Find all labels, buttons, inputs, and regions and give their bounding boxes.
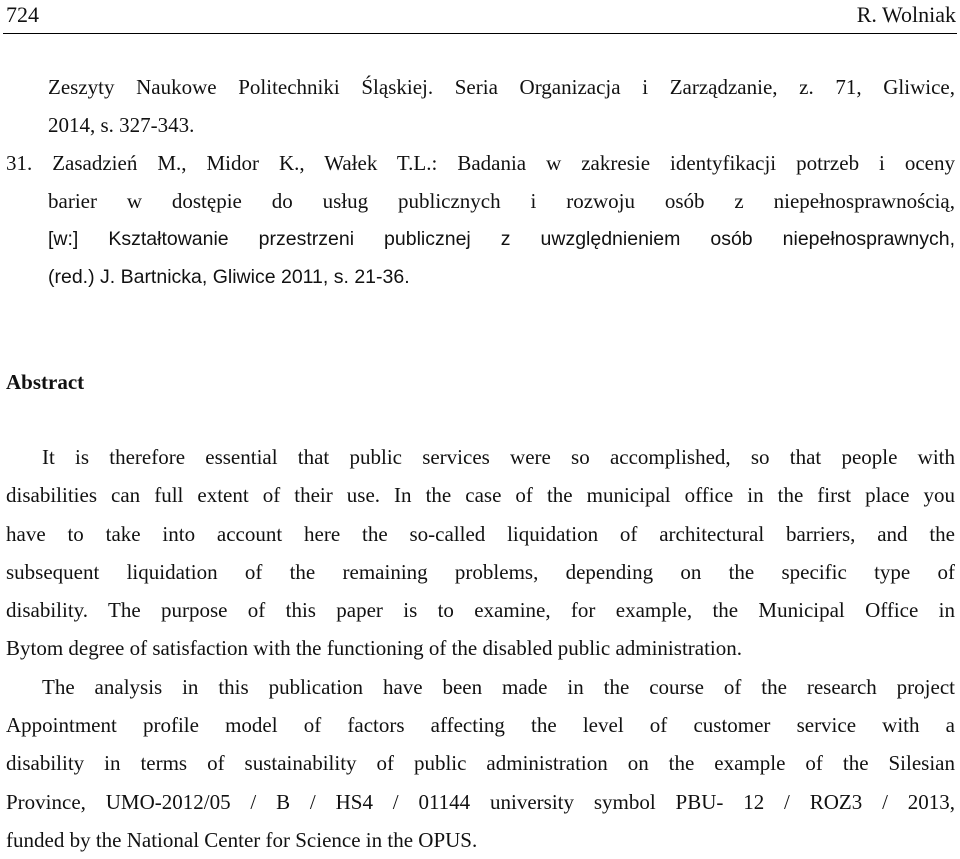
reference-31-line-4: (red.) J. Bartnicka, Gliwice 2011, s. 21-36. xyxy=(48,266,410,288)
header-rule xyxy=(3,33,957,34)
abstract-paragraph-1-line: have to take into account here the so-called liquidation of architectural barriers, and the xyxy=(6,521,955,546)
abstract-paragraph-1-line: It is therefore essential that public services were so accomplished, so that people with xyxy=(42,445,955,469)
abstract-paragraph-2-line: Appointment profile model of factors affecting the level of customer service with a xyxy=(6,713,955,738)
abstract-paragraph-1-line: subsequent liquidation of the remaining problems, depending on the specific type of xyxy=(6,559,955,584)
abstract-paragraph-2-line: disability in terms of sustainability of public administration on the example of the Silesian xyxy=(6,751,955,776)
reference-31-line-3: [w:] Kształtowanie przestrzeni publicznej z uwzględnieniem osób niepełnosprawnych, xyxy=(48,228,955,250)
abstract-paragraph-2-line: Province, UMO-2012/05 / B / HS4 / 01144 university symbol PBU- 12 / ROZ3 / 2013, xyxy=(6,789,955,814)
abstract-paragraph-2-line: funded by the National Center for Science in the OPUS. xyxy=(6,827,478,852)
abstract-heading: Abstract xyxy=(6,370,85,394)
abstract-paragraph-2-line: The analysis in this publication have been made in the course of the research project xyxy=(42,674,955,699)
abstract-paragraph-1-line: disabilities can full extent of their use. In the case of the municipal office in the first place you xyxy=(6,483,955,508)
reference-list xyxy=(6,68,955,296)
running-header xyxy=(6,0,956,30)
reference-30-line-1: Zeszyty Naukowe Politechniki Śląskiej. Seria Organizacja i Zarządzanie, z. 71, Gliwice, xyxy=(48,75,955,99)
reference-31-line-1: 31. Zasadzień M., Midor K., Wałek T.L.: Badania w zakresie identyfikacji potrzeb i oceny xyxy=(6,151,955,175)
reference-31-line-2: barier w dostępie do usług publicznych i rozwoju osób z niepełnosprawnością, xyxy=(48,189,955,213)
running-header-author: R. Wolniak xyxy=(856,2,956,27)
abstract-paragraph-1-line: Bytom degree of satisfaction with the functioning of the disabled public administration. xyxy=(6,636,743,661)
reference-30-line-2: 2014, s. 327-343. xyxy=(48,113,195,137)
abstract-body xyxy=(6,438,955,859)
page-number: 724 xyxy=(6,2,39,27)
abstract-paragraph-1-line: disability. The purpose of this paper is to examine, for example, the Municipal Office in xyxy=(6,598,955,623)
